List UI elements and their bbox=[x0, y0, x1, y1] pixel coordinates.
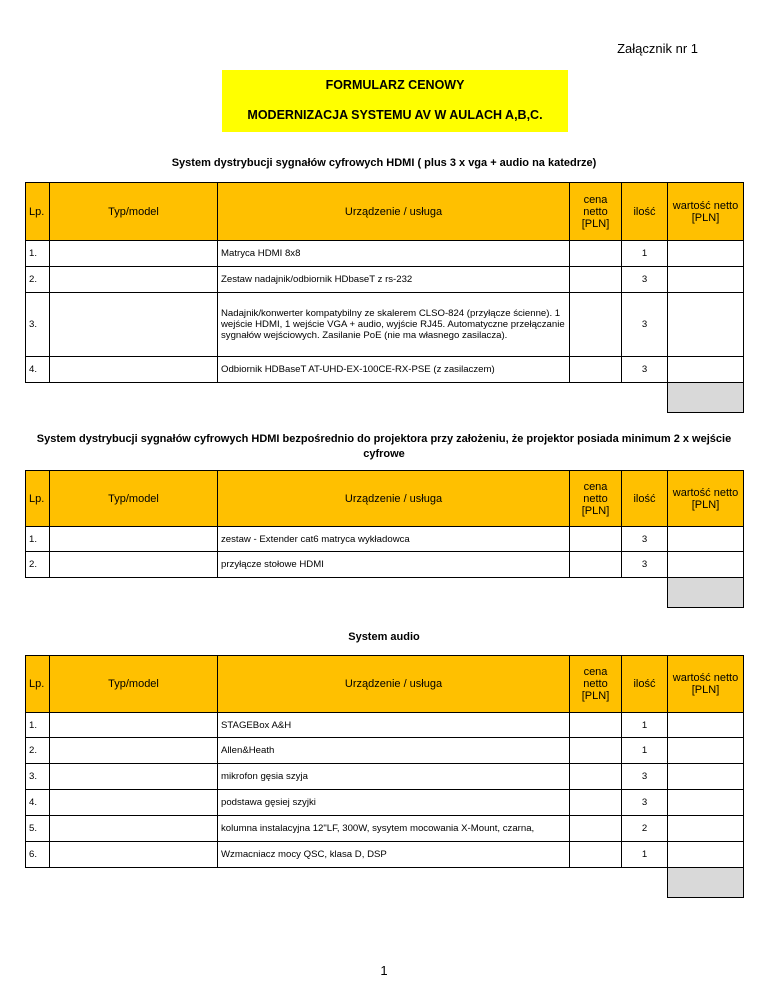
row-lp: 4. bbox=[26, 790, 50, 816]
header-wartosc: wartość netto [PLN] bbox=[668, 656, 744, 713]
table-header-row bbox=[26, 471, 744, 527]
row-urzadzenie: Nadajnik/konwerter kompatybilny ze skalerem CLSO-824 (przyłącze ścienne). 1 wejście HDMI, 1 wejście VGA + audio, wyjście RJ45. Automatyczne przełączanie sygnałów wejściowych. Zasilanie PoE (nie ma własnego zasilacza). bbox=[218, 293, 570, 357]
header-wartosc: wartość netto [PLN] bbox=[668, 471, 744, 527]
row-urzadzenie: Wzmacniacz mocy QSC, klasa D, DSP bbox=[218, 842, 570, 868]
row-cena[interactable] bbox=[570, 713, 622, 738]
row-wartosc[interactable] bbox=[668, 790, 744, 816]
row-ilosc: 1 bbox=[622, 842, 668, 868]
table-row bbox=[26, 527, 744, 552]
header-typ-model: Typ/model bbox=[50, 183, 218, 241]
header-wartosc: wartość netto [PLN] bbox=[668, 183, 744, 241]
table-row bbox=[26, 764, 744, 790]
row-ilosc: 1 bbox=[622, 713, 668, 738]
page-number: 1 bbox=[380, 963, 388, 978]
row-wartosc[interactable] bbox=[668, 842, 744, 868]
row-ilosc: 3 bbox=[622, 527, 668, 552]
row-ilosc: 3 bbox=[622, 790, 668, 816]
row-cena[interactable] bbox=[570, 738, 622, 764]
row-typ-model[interactable] bbox=[50, 552, 218, 578]
price-table-projector-distribution bbox=[25, 470, 744, 608]
header-typ-model: Typ/model bbox=[50, 471, 218, 527]
sum-cell[interactable] bbox=[668, 578, 744, 608]
form-title-box bbox=[222, 70, 568, 132]
table-sum-row bbox=[26, 578, 744, 608]
row-urzadzenie: Odbiornik HDBaseT AT-UHD-EX-100CE-RX-PSE (z zasilaczem) bbox=[218, 357, 570, 383]
table-sum-row bbox=[26, 383, 744, 413]
table-row bbox=[26, 738, 744, 764]
row-ilosc: 1 bbox=[622, 241, 668, 267]
form-title: FORMULARZ CENOWY bbox=[325, 78, 465, 92]
row-typ-model[interactable] bbox=[50, 267, 218, 293]
header-urzadzenie: Urządzenie / usługa bbox=[218, 183, 570, 241]
table-row bbox=[26, 842, 744, 868]
row-lp: 6. bbox=[26, 842, 50, 868]
row-urzadzenie: Allen&Heath bbox=[218, 738, 570, 764]
row-typ-model[interactable] bbox=[50, 293, 218, 357]
row-typ-model[interactable] bbox=[50, 816, 218, 842]
row-urzadzenie: STAGEBox A&H bbox=[218, 713, 570, 738]
row-ilosc: 3 bbox=[622, 293, 668, 357]
row-urzadzenie: mikrofon gęsia szyja bbox=[218, 764, 570, 790]
section-title-audio: System audio bbox=[348, 631, 420, 643]
row-cena[interactable] bbox=[570, 527, 622, 552]
row-cena[interactable] bbox=[570, 764, 622, 790]
row-wartosc[interactable] bbox=[668, 293, 744, 357]
row-wartosc[interactable] bbox=[668, 267, 744, 293]
row-wartosc[interactable] bbox=[668, 241, 744, 267]
row-urzadzenie: Zestaw nadajnik/odbiornik HDbaseT z rs-232 bbox=[218, 267, 570, 293]
row-lp: 2. bbox=[26, 738, 50, 764]
row-lp: 1. bbox=[26, 241, 50, 267]
header-cena: cena netto [PLN] bbox=[570, 471, 622, 527]
table-header-row bbox=[26, 183, 744, 241]
row-cena[interactable] bbox=[570, 816, 622, 842]
row-urzadzenie: przyłącze stołowe HDMI bbox=[218, 552, 570, 578]
row-wartosc[interactable] bbox=[668, 357, 744, 383]
row-urzadzenie: podstawa gęsiej szyjki bbox=[218, 790, 570, 816]
row-ilosc: 1 bbox=[622, 738, 668, 764]
row-wartosc[interactable] bbox=[668, 552, 744, 578]
table-row bbox=[26, 357, 744, 383]
row-typ-model[interactable] bbox=[50, 790, 218, 816]
section-title-projector-distribution: System dystrybucji sygnałów cyfrowych HDMI bezpośrednio do projektora przy założeniu, że projektor posiada minimum 2 x wejście cyfrowe bbox=[36, 433, 732, 460]
header-cena: cena netto [PLN] bbox=[570, 183, 622, 241]
header-urzadzenie: Urządzenie / usługa bbox=[218, 656, 570, 713]
table-row bbox=[26, 816, 744, 842]
row-wartosc[interactable] bbox=[668, 713, 744, 738]
row-typ-model[interactable] bbox=[50, 527, 218, 552]
sum-cell[interactable] bbox=[668, 383, 744, 413]
row-urzadzenie: kolumna instalacyjna 12"LF, 300W, sysytem mocowania X-Mount, czarna, bbox=[218, 816, 570, 842]
table-header-row bbox=[26, 656, 744, 713]
price-table-hdmi-distribution bbox=[25, 182, 744, 413]
table-row bbox=[26, 552, 744, 578]
row-wartosc[interactable] bbox=[668, 738, 744, 764]
row-typ-model[interactable] bbox=[50, 241, 218, 267]
row-cena[interactable] bbox=[570, 790, 622, 816]
price-table-audio bbox=[25, 655, 744, 898]
row-lp: 1. bbox=[26, 713, 50, 738]
table-row bbox=[26, 267, 744, 293]
row-ilosc: 3 bbox=[622, 267, 668, 293]
section-title-hdmi-distribution: System dystrybucji sygnałów cyfrowych HDMI ( plus 3 x vga + audio na katedrze) bbox=[171, 157, 597, 169]
row-typ-model[interactable] bbox=[50, 842, 218, 868]
row-wartosc[interactable] bbox=[668, 764, 744, 790]
table-row bbox=[26, 241, 744, 267]
header-ilosc: ilość bbox=[622, 183, 668, 241]
row-lp: 3. bbox=[26, 293, 50, 357]
row-lp: 2. bbox=[26, 552, 50, 578]
row-cena[interactable] bbox=[570, 357, 622, 383]
header-ilosc: ilość bbox=[622, 656, 668, 713]
row-lp: 4. bbox=[26, 357, 50, 383]
row-wartosc[interactable] bbox=[668, 816, 744, 842]
row-cena[interactable] bbox=[570, 241, 622, 267]
header-lp: Lp. bbox=[26, 656, 50, 713]
row-urzadzenie: zestaw - Extender cat6 matryca wykładowca bbox=[218, 527, 570, 552]
row-cena[interactable] bbox=[570, 842, 622, 868]
row-cena[interactable] bbox=[570, 293, 622, 357]
row-typ-model[interactable] bbox=[50, 738, 218, 764]
row-ilosc: 3 bbox=[622, 552, 668, 578]
row-cena[interactable] bbox=[570, 552, 622, 578]
header-urzadzenie: Urządzenie / usługa bbox=[218, 471, 570, 527]
row-ilosc: 3 bbox=[622, 764, 668, 790]
row-lp: 1. bbox=[26, 527, 50, 552]
header-lp: Lp. bbox=[26, 471, 50, 527]
header-lp: Lp. bbox=[26, 183, 50, 241]
row-typ-model[interactable] bbox=[50, 357, 218, 383]
row-lp: 5. bbox=[26, 816, 50, 842]
row-typ-model[interactable] bbox=[50, 713, 218, 738]
table-row bbox=[26, 790, 744, 816]
row-urzadzenie: Matryca HDMI 8x8 bbox=[218, 241, 570, 267]
sum-cell[interactable] bbox=[668, 868, 744, 898]
row-cena[interactable] bbox=[570, 267, 622, 293]
header-ilosc: ilość bbox=[622, 471, 668, 527]
header-cena: cena netto [PLN] bbox=[570, 656, 622, 713]
header-typ-model: Typ/model bbox=[50, 656, 218, 713]
row-wartosc[interactable] bbox=[668, 527, 744, 552]
table-sum-row bbox=[26, 868, 744, 898]
row-ilosc: 2 bbox=[622, 816, 668, 842]
table-row bbox=[26, 713, 744, 738]
attachment-label: Załącznik nr 1 bbox=[617, 41, 698, 56]
table-row bbox=[26, 293, 744, 357]
row-typ-model[interactable] bbox=[50, 764, 218, 790]
form-subtitle: MODERNIZACJA SYSTEMU AV W AULACH A,B,C. bbox=[247, 108, 543, 122]
row-ilosc: 3 bbox=[622, 357, 668, 383]
row-lp: 2. bbox=[26, 267, 50, 293]
row-lp: 3. bbox=[26, 764, 50, 790]
